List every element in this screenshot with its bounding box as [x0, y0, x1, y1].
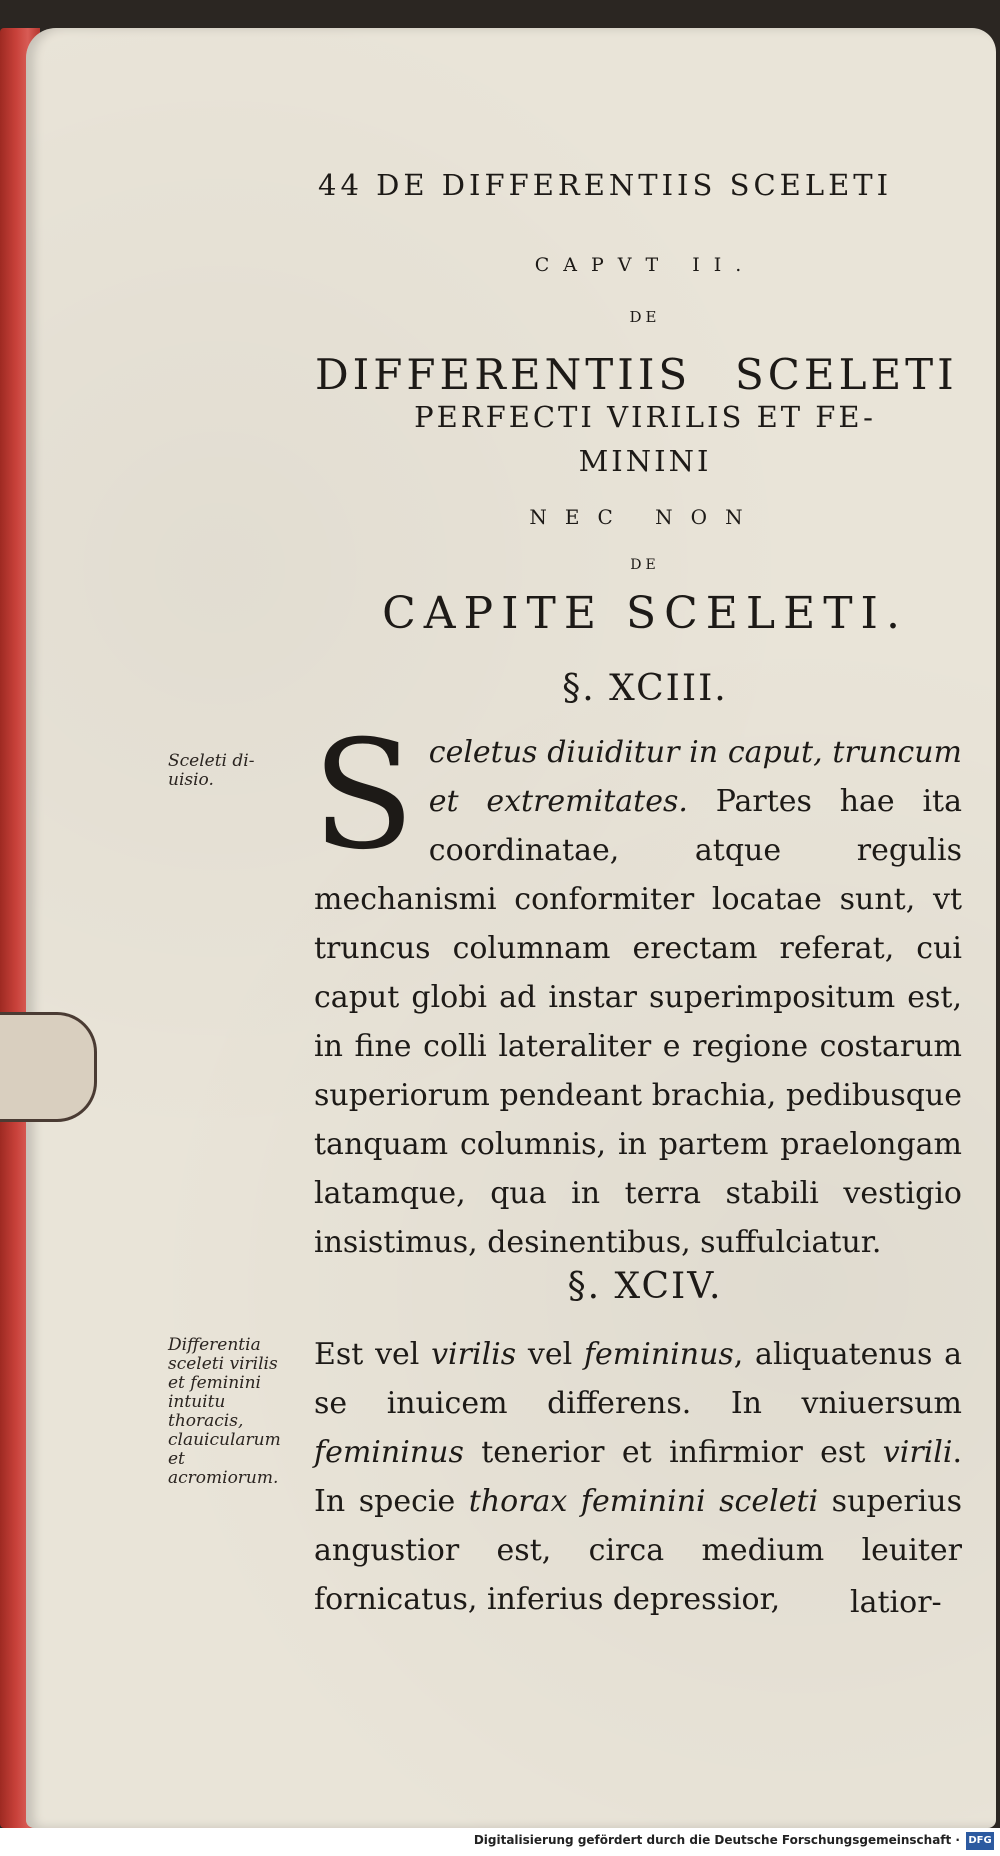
- p2-text-6: superius angustior est, circa medium leuiter fornicatus, inferius depressior,: [314, 1484, 962, 1617]
- p2-text-3: , aliquatenus a se inuicem differens. In vniuersum: [314, 1337, 962, 1421]
- paragraph-1-text: Partes hae ita coordinatae, atque regulis mechanismi conformiter locatae sunt, vt truncus columnam erectam referat, cui caput globi ad instar superimpositum est, in fine colli lateraliter e regione costarum superiorum pendeant brachia, pedibusque tanquam columnis, in partem praelongam latamque, qua in terra stabili vestigio insistimus, desinentibus, suffulciatur.: [314, 784, 962, 1260]
- chapter-number: CAPVT II.: [534, 254, 756, 276]
- footer-credit: Digitalisierung gefördert durch die Deutsche Forschungsgemeinschaft ·: [473, 1833, 960, 1847]
- paragraph-1-italic: celetus diuiditur in caput, truncum et extremitates.: [428, 735, 962, 819]
- chapter-title-word-1: DIFFERENTIIS: [315, 350, 692, 399]
- p2-text-1: Est vel: [314, 1337, 432, 1372]
- p2-text-2: vel: [516, 1337, 584, 1372]
- chapter-title-line-1: [315, 350, 975, 399]
- chapter-de-2: DE: [630, 557, 660, 573]
- p2-italic-1: virilis: [431, 1337, 517, 1372]
- p2-italic-3: femininus: [314, 1435, 464, 1470]
- catchword: latior-: [850, 1585, 942, 1620]
- page-tab-marker: [0, 1012, 97, 1122]
- chapter-title-line-3: MININI: [578, 444, 712, 478]
- chapter-title-word-2: SCELETI: [735, 350, 958, 399]
- paragraph-2: [314, 1330, 962, 1624]
- dfg-logo-icon: DFG: [966, 1832, 994, 1850]
- p2-text-5: . In specie: [314, 1435, 962, 1519]
- paragraph-1: [312, 709, 962, 1267]
- p2-italic-5: thorax feminini sceleti: [468, 1484, 819, 1519]
- margin-note-1: Sceleti di-uisio.: [168, 751, 255, 790]
- chapter-de-1: DE: [629, 308, 661, 326]
- section-heading-xciv: §. XCIV.: [567, 1266, 723, 1307]
- p2-italic-2: femininus: [583, 1337, 734, 1372]
- running-head: 44 DE DIFFERENTIIS SCELETI: [318, 168, 893, 202]
- p2-text-4: tenerior et infirmior est: [463, 1435, 883, 1470]
- chapter-title-line-4: CAPITE SCELETI.: [382, 588, 908, 639]
- footer-bar: [0, 1828, 1000, 1856]
- chapter-title-line-2: PERFECTI VIRILIS ET FE-: [414, 400, 876, 434]
- margin-note-2: Differentia sceleti virilis et feminini intuitu thoracis, clauicularum et acromiorum.: [168, 1335, 281, 1488]
- chapter-nec-non: NEC NON: [529, 505, 761, 529]
- drop-cap: S: [312, 709, 415, 883]
- p2-italic-4: virili: [882, 1435, 953, 1470]
- section-heading-xciii: §. XCIII.: [562, 668, 728, 709]
